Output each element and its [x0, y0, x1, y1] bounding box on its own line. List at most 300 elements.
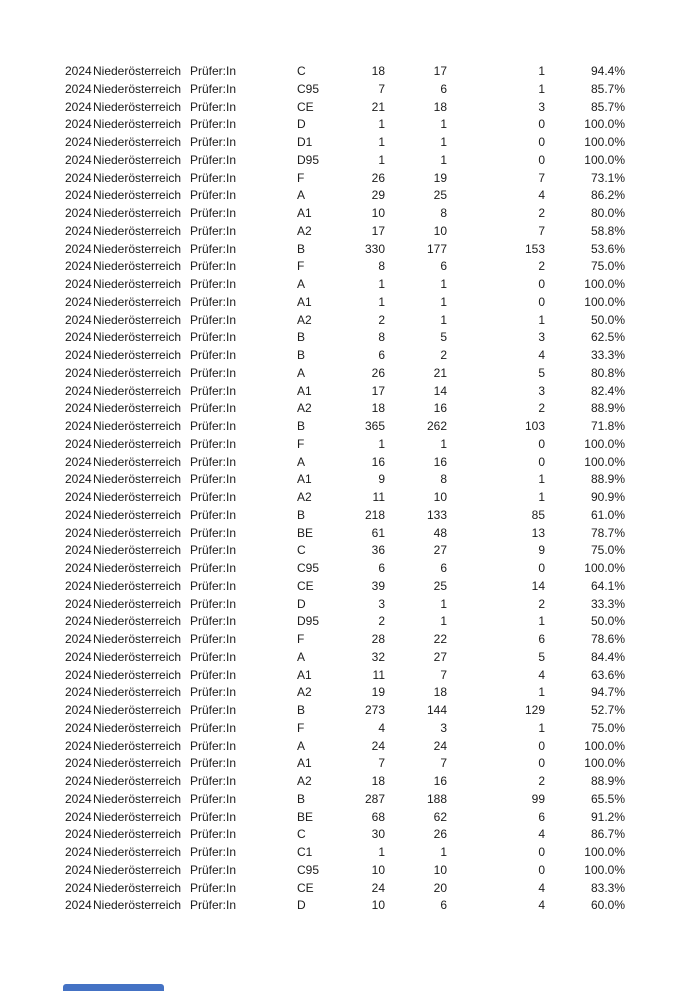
- cell-year: 2024: [65, 720, 92, 735]
- cell-region: Niederösterreich: [93, 170, 182, 185]
- table-row: [65, 63, 625, 81]
- cell-year: 2024: [65, 348, 92, 362]
- cell-count-3: 0: [538, 862, 545, 877]
- cell-examiner: Prüfer:In: [190, 454, 237, 469]
- cell-year: 2024: [65, 170, 92, 185]
- table-row: [65, 294, 625, 312]
- cell-region: Niederösterreich: [93, 454, 182, 469]
- cell-count-3: 153: [524, 241, 545, 256]
- cell-category: D: [297, 898, 306, 913]
- cell-year: 2024: [65, 312, 92, 327]
- cell-count-3: 4: [538, 898, 545, 913]
- table-row: [65, 134, 625, 152]
- cell-category: C: [297, 64, 306, 78]
- cell-count-2: 16: [433, 774, 447, 788]
- cell-examiner: Prüfer:In: [190, 791, 237, 806]
- cell-percentage: 62.5%: [590, 330, 625, 345]
- table-row: [65, 844, 625, 862]
- cell-count-3: 0: [538, 738, 545, 753]
- cell-count-2: 3: [440, 720, 447, 735]
- cell-count-1: 18: [371, 64, 385, 78]
- cell-count-2: 25: [433, 188, 447, 203]
- cell-region: Niederösterreich: [93, 845, 182, 859]
- table-row: [65, 187, 625, 205]
- cell-count-2: 1: [440, 596, 447, 611]
- cell-count-2: 7: [440, 667, 447, 682]
- cell-count-2: 1: [440, 135, 447, 149]
- cell-count-3: 85: [531, 507, 545, 522]
- cell-count-3: 2: [538, 596, 545, 611]
- cell-count-1: 7: [378, 756, 385, 771]
- cell-examiner: Prüfer:In: [190, 152, 237, 167]
- cell-examiner: Prüfer:In: [190, 578, 237, 593]
- cell-region: Niederösterreich: [93, 348, 182, 362]
- cell-count-1: 17: [371, 223, 385, 238]
- cell-count-1: 8: [378, 330, 385, 345]
- cell-region: Niederösterreich: [93, 312, 182, 327]
- cell-examiner: Prüfer:In: [190, 614, 237, 629]
- cell-year: 2024: [65, 472, 92, 487]
- cell-count-1: 365: [364, 419, 385, 433]
- cell-count-1: 273: [364, 703, 385, 717]
- cell-count-3: 3: [538, 99, 545, 114]
- table-row: [65, 152, 625, 170]
- cell-region: Niederösterreich: [93, 64, 182, 78]
- cell-region: Niederösterreich: [93, 241, 182, 256]
- cell-count-3: 1: [538, 472, 545, 487]
- cell-category: B: [297, 330, 306, 345]
- cell-examiner: Prüfer:In: [190, 419, 237, 433]
- cell-region: Niederösterreich: [93, 223, 182, 238]
- cell-count-1: 1: [378, 152, 385, 167]
- cell-year: 2024: [65, 614, 92, 629]
- cell-percentage: 61.0%: [590, 507, 625, 522]
- cell-year: 2024: [65, 135, 92, 149]
- table-row: [65, 329, 625, 347]
- cell-year: 2024: [65, 454, 92, 469]
- cell-count-1: 218: [364, 507, 385, 522]
- cell-count-2: 25: [433, 578, 447, 593]
- cell-examiner: Prüfer:In: [190, 880, 237, 895]
- cell-region: Niederösterreich: [93, 756, 182, 771]
- cell-region: Niederösterreich: [93, 774, 182, 788]
- cell-count-3: 99: [531, 791, 545, 806]
- cell-count-3: 4: [538, 667, 545, 682]
- cell-year: 2024: [65, 259, 92, 274]
- table-row: [65, 312, 625, 330]
- cell-region: Niederösterreich: [93, 436, 182, 451]
- cell-region: Niederösterreich: [93, 543, 182, 558]
- cell-year: 2024: [65, 596, 92, 611]
- cell-count-3: 0: [538, 152, 545, 167]
- cell-year: 2024: [65, 880, 92, 895]
- cell-category: A2: [297, 312, 312, 327]
- cell-year: 2024: [65, 703, 92, 717]
- cell-region: Niederösterreich: [93, 862, 182, 877]
- cell-percentage: 64.1%: [590, 578, 625, 593]
- cell-examiner: Prüfer:In: [190, 312, 237, 327]
- cell-year: 2024: [65, 507, 92, 522]
- cell-year: 2024: [65, 365, 92, 380]
- cell-category: A: [297, 454, 306, 469]
- cell-category: A1: [297, 206, 312, 220]
- cell-region: Niederösterreich: [93, 525, 182, 540]
- cell-examiner: Prüfer:In: [190, 277, 237, 291]
- table-row: [65, 400, 625, 418]
- cell-percentage: 100.0%: [584, 561, 625, 575]
- cell-count-1: 30: [371, 827, 385, 842]
- cell-count-1: 36: [371, 543, 385, 558]
- cell-count-1: 6: [378, 348, 385, 362]
- cell-category: A2: [297, 685, 312, 700]
- cell-count-3: 0: [538, 454, 545, 469]
- cell-count-1: 4: [378, 720, 385, 735]
- cell-region: Niederösterreich: [93, 472, 182, 487]
- cell-year: 2024: [65, 845, 92, 859]
- cell-year: 2024: [65, 667, 92, 682]
- cell-count-3: 4: [538, 880, 545, 895]
- cell-percentage: 100.0%: [584, 845, 625, 859]
- cell-year: 2024: [65, 898, 92, 913]
- cell-count-3: 0: [538, 845, 545, 859]
- cell-region: Niederösterreich: [93, 330, 182, 345]
- cell-category: C95: [297, 81, 320, 96]
- cell-year: 2024: [65, 561, 92, 575]
- cell-count-2: 18: [433, 685, 447, 700]
- cell-count-1: 11: [372, 490, 385, 504]
- cell-percentage: 88.9%: [590, 472, 625, 487]
- cell-year: 2024: [65, 277, 92, 291]
- cell-count-1: 26: [371, 365, 385, 380]
- cell-count-1: 1: [378, 117, 385, 132]
- cell-examiner: Prüfer:In: [190, 383, 237, 398]
- cell-count-2: 62: [433, 809, 447, 824]
- cell-category: A: [297, 277, 306, 291]
- cell-percentage: 100.0%: [584, 436, 625, 451]
- cell-region: Niederösterreich: [93, 206, 182, 220]
- cell-count-2: 10: [433, 223, 447, 238]
- cell-examiner: Prüfer:In: [190, 720, 237, 735]
- cell-count-1: 10: [371, 862, 385, 877]
- cell-region: Niederösterreich: [93, 649, 182, 664]
- cell-count-2: 1: [440, 312, 447, 327]
- cell-count-1: 10: [371, 206, 385, 220]
- cell-count-2: 22: [433, 632, 447, 646]
- cell-examiner: Prüfer:In: [190, 756, 237, 771]
- cell-percentage: 88.9%: [590, 774, 625, 788]
- cell-percentage: 60.0%: [590, 898, 625, 913]
- cell-category: B: [297, 348, 306, 362]
- cell-year: 2024: [65, 827, 92, 842]
- cell-count-2: 1: [440, 614, 447, 629]
- cell-examiner: Prüfer:In: [190, 490, 237, 504]
- table-row: [65, 258, 625, 276]
- cell-category: C: [297, 827, 306, 842]
- cell-region: Niederösterreich: [93, 419, 182, 433]
- cell-category: BE: [297, 809, 314, 824]
- cell-examiner: Prüfer:In: [190, 241, 237, 256]
- cell-region: Niederösterreich: [93, 99, 182, 114]
- cell-examiner: Prüfer:In: [190, 223, 237, 238]
- cell-region: Niederösterreich: [93, 188, 182, 203]
- cell-region: Niederösterreich: [93, 365, 182, 380]
- cell-count-3: 5: [538, 649, 545, 664]
- cell-count-1: 2: [378, 614, 385, 629]
- cell-count-2: 133: [426, 507, 447, 522]
- cell-percentage: 85.7%: [590, 81, 625, 96]
- cell-region: Niederösterreich: [93, 117, 182, 132]
- cell-count-1: 11: [372, 667, 385, 682]
- cell-count-2: 177: [426, 241, 447, 256]
- cell-year: 2024: [65, 383, 92, 398]
- cell-count-2: 8: [440, 206, 447, 220]
- cell-year: 2024: [65, 578, 92, 593]
- cell-category: B: [297, 703, 306, 717]
- cell-percentage: 82.4%: [590, 383, 625, 398]
- cell-year: 2024: [65, 862, 92, 877]
- cell-count-3: 1: [538, 81, 545, 96]
- cell-percentage: 91.2%: [590, 809, 625, 824]
- cell-count-3: 6: [538, 809, 545, 824]
- cell-percentage: 86.2%: [590, 188, 625, 203]
- cell-count-3: 4: [538, 188, 545, 203]
- cell-count-2: 1: [440, 845, 447, 859]
- cell-count-2: 26: [433, 827, 447, 842]
- cell-percentage: 83.3%: [590, 880, 625, 895]
- cell-count-2: 48: [433, 525, 447, 540]
- table-row: [65, 489, 625, 507]
- cell-count-3: 0: [538, 561, 545, 575]
- cell-examiner: Prüfer:In: [190, 862, 237, 877]
- cell-count-1: 6: [378, 561, 385, 575]
- table-row: [65, 755, 625, 773]
- cell-percentage: 90.9%: [590, 490, 625, 504]
- cell-count-1: 21: [371, 99, 385, 114]
- cell-count-1: 29: [371, 188, 385, 203]
- cell-category: D: [297, 596, 306, 611]
- cell-region: Niederösterreich: [93, 277, 182, 291]
- cell-count-2: 7: [440, 756, 447, 771]
- cell-category: A1: [297, 383, 312, 398]
- cell-count-2: 19: [433, 170, 447, 185]
- table-row: [65, 596, 625, 614]
- cell-category: F: [297, 170, 305, 185]
- cell-count-2: 2: [440, 348, 447, 362]
- cell-category: A1: [297, 667, 312, 682]
- cell-count-1: 28: [371, 632, 385, 646]
- cell-count-2: 24: [433, 738, 447, 753]
- cell-region: Niederösterreich: [93, 738, 182, 753]
- cell-year: 2024: [65, 685, 92, 700]
- cell-percentage: 58.8%: [590, 223, 625, 238]
- cell-region: Niederösterreich: [93, 596, 182, 611]
- cell-region: Niederösterreich: [93, 614, 182, 629]
- table-row: [65, 436, 625, 454]
- cell-percentage: 84.4%: [590, 649, 625, 664]
- cell-count-2: 1: [440, 152, 447, 167]
- cell-count-1: 16: [371, 454, 385, 469]
- cell-count-1: 1: [378, 277, 385, 291]
- cell-year: 2024: [65, 206, 92, 220]
- cell-examiner: Prüfer:In: [190, 543, 237, 558]
- cell-percentage: 75.0%: [590, 259, 625, 274]
- table-row: [65, 702, 625, 720]
- cell-percentage: 100.0%: [584, 135, 625, 149]
- table-row: [65, 880, 625, 898]
- cell-count-1: 24: [371, 738, 385, 753]
- cell-count-3: 13: [531, 525, 545, 540]
- cell-percentage: 100.0%: [584, 738, 625, 753]
- cell-category: A2: [297, 490, 312, 504]
- cell-count-3: 0: [538, 294, 545, 309]
- cell-region: Niederösterreich: [93, 152, 182, 167]
- table-row: [65, 720, 625, 738]
- cell-count-1: 2: [378, 312, 385, 327]
- cell-percentage: 71.8%: [590, 419, 625, 433]
- cell-year: 2024: [65, 117, 92, 132]
- cell-percentage: 100.0%: [584, 277, 625, 291]
- cell-examiner: Prüfer:In: [190, 99, 237, 114]
- cell-count-3: 4: [538, 348, 545, 362]
- cell-year: 2024: [65, 223, 92, 238]
- cell-category: F: [297, 436, 305, 451]
- table-row: [65, 507, 625, 525]
- cell-examiner: Prüfer:In: [190, 774, 237, 788]
- cell-percentage: 65.5%: [590, 791, 625, 806]
- cell-examiner: Prüfer:In: [190, 188, 237, 203]
- cell-year: 2024: [65, 756, 92, 771]
- cell-count-2: 1: [440, 117, 447, 132]
- cell-count-2: 14: [433, 383, 447, 398]
- cell-percentage: 100.0%: [584, 862, 625, 877]
- cell-region: Niederösterreich: [93, 578, 182, 593]
- cell-count-1: 7: [378, 81, 385, 96]
- cell-count-1: 3: [378, 596, 385, 611]
- table-row: [65, 347, 625, 365]
- cell-region: Niederösterreich: [93, 703, 182, 717]
- cell-examiner: Prüfer:In: [190, 525, 237, 540]
- cell-count-1: 1: [378, 135, 385, 149]
- cell-year: 2024: [65, 632, 92, 646]
- cell-year: 2024: [65, 649, 92, 664]
- cell-percentage: 63.6%: [590, 667, 625, 682]
- cell-category: A1: [297, 756, 312, 771]
- cell-examiner: Prüfer:In: [190, 667, 237, 682]
- table-row: [65, 809, 625, 827]
- cell-year: 2024: [65, 294, 92, 309]
- cell-category: A: [297, 649, 306, 664]
- cell-percentage: 80.0%: [590, 206, 625, 220]
- cell-examiner: Prüfer:In: [190, 348, 237, 362]
- cell-percentage: 80.8%: [590, 365, 625, 380]
- cell-year: 2024: [65, 738, 92, 753]
- cell-count-2: 8: [440, 472, 447, 487]
- cell-count-2: 27: [433, 543, 447, 558]
- cell-count-2: 27: [433, 649, 447, 664]
- cell-count-3: 7: [538, 170, 545, 185]
- table-row: [65, 649, 625, 667]
- cell-category: D: [297, 117, 306, 132]
- cell-category: A2: [297, 223, 312, 238]
- cell-examiner: Prüfer:In: [190, 561, 237, 575]
- cell-category: A2: [297, 774, 312, 788]
- cell-percentage: 88.9%: [590, 401, 625, 416]
- cell-count-2: 144: [426, 703, 447, 717]
- cell-count-2: 20: [433, 880, 447, 895]
- cell-percentage: 78.7%: [590, 525, 625, 540]
- cell-count-2: 16: [433, 401, 447, 416]
- cell-count-2: 188: [426, 791, 447, 806]
- table-row: [65, 897, 625, 915]
- table-row: [65, 223, 625, 241]
- cell-year: 2024: [65, 419, 92, 433]
- cell-year: 2024: [65, 436, 92, 451]
- cell-region: Niederösterreich: [93, 507, 182, 522]
- table-row: [65, 684, 625, 702]
- table-row: [65, 667, 625, 685]
- cell-count-3: 2: [538, 259, 545, 274]
- cell-count-3: 7: [538, 223, 545, 238]
- cell-count-3: 3: [538, 383, 545, 398]
- cell-category: A2: [297, 401, 312, 416]
- cell-count-3: 103: [524, 419, 545, 433]
- cell-region: Niederösterreich: [93, 898, 182, 913]
- cell-category: BE: [297, 525, 314, 540]
- cell-count-3: 2: [538, 774, 545, 788]
- cell-percentage: 100.0%: [584, 294, 625, 309]
- table-row: [65, 542, 625, 560]
- cell-category: D95: [297, 152, 320, 167]
- cell-examiner: Prüfer:In: [190, 294, 237, 309]
- cell-count-3: 1: [538, 490, 545, 504]
- cell-examiner: Prüfer:In: [190, 401, 237, 416]
- cell-count-2: 16: [433, 454, 447, 469]
- cell-category: B: [297, 791, 306, 806]
- cell-category: A: [297, 738, 306, 753]
- cell-region: Niederösterreich: [93, 827, 182, 842]
- cell-examiner: Prüfer:In: [190, 703, 237, 717]
- cell-region: Niederösterreich: [93, 632, 182, 646]
- cell-count-3: 2: [538, 206, 545, 220]
- cell-examiner: Prüfer:In: [190, 436, 237, 451]
- cell-year: 2024: [65, 152, 92, 167]
- cell-examiner: Prüfer:In: [190, 632, 237, 646]
- cell-count-2: 6: [440, 259, 447, 274]
- cell-examiner: Prüfer:In: [190, 898, 237, 913]
- table-row: [65, 454, 625, 472]
- cell-year: 2024: [65, 188, 92, 203]
- cell-count-3: 0: [538, 436, 545, 451]
- cell-count-1: 26: [371, 170, 385, 185]
- cell-count-2: 262: [426, 419, 447, 433]
- cell-count-1: 32: [371, 649, 385, 664]
- cell-region: Niederösterreich: [93, 791, 182, 806]
- cell-count-3: 14: [531, 578, 545, 593]
- cell-region: Niederösterreich: [93, 720, 182, 735]
- cell-count-3: 1: [538, 685, 545, 700]
- cell-examiner: Prüfer:In: [190, 259, 237, 274]
- cell-year: 2024: [65, 330, 92, 345]
- table-row: [65, 578, 625, 596]
- cell-region: Niederösterreich: [93, 81, 182, 96]
- table-row: [65, 826, 625, 844]
- cell-examiner: Prüfer:In: [190, 596, 237, 611]
- cell-count-3: 1: [538, 64, 545, 78]
- cell-year: 2024: [65, 99, 92, 114]
- cell-examiner: Prüfer:In: [190, 507, 237, 522]
- cell-count-2: 10: [433, 490, 447, 504]
- table-row: [65, 773, 625, 791]
